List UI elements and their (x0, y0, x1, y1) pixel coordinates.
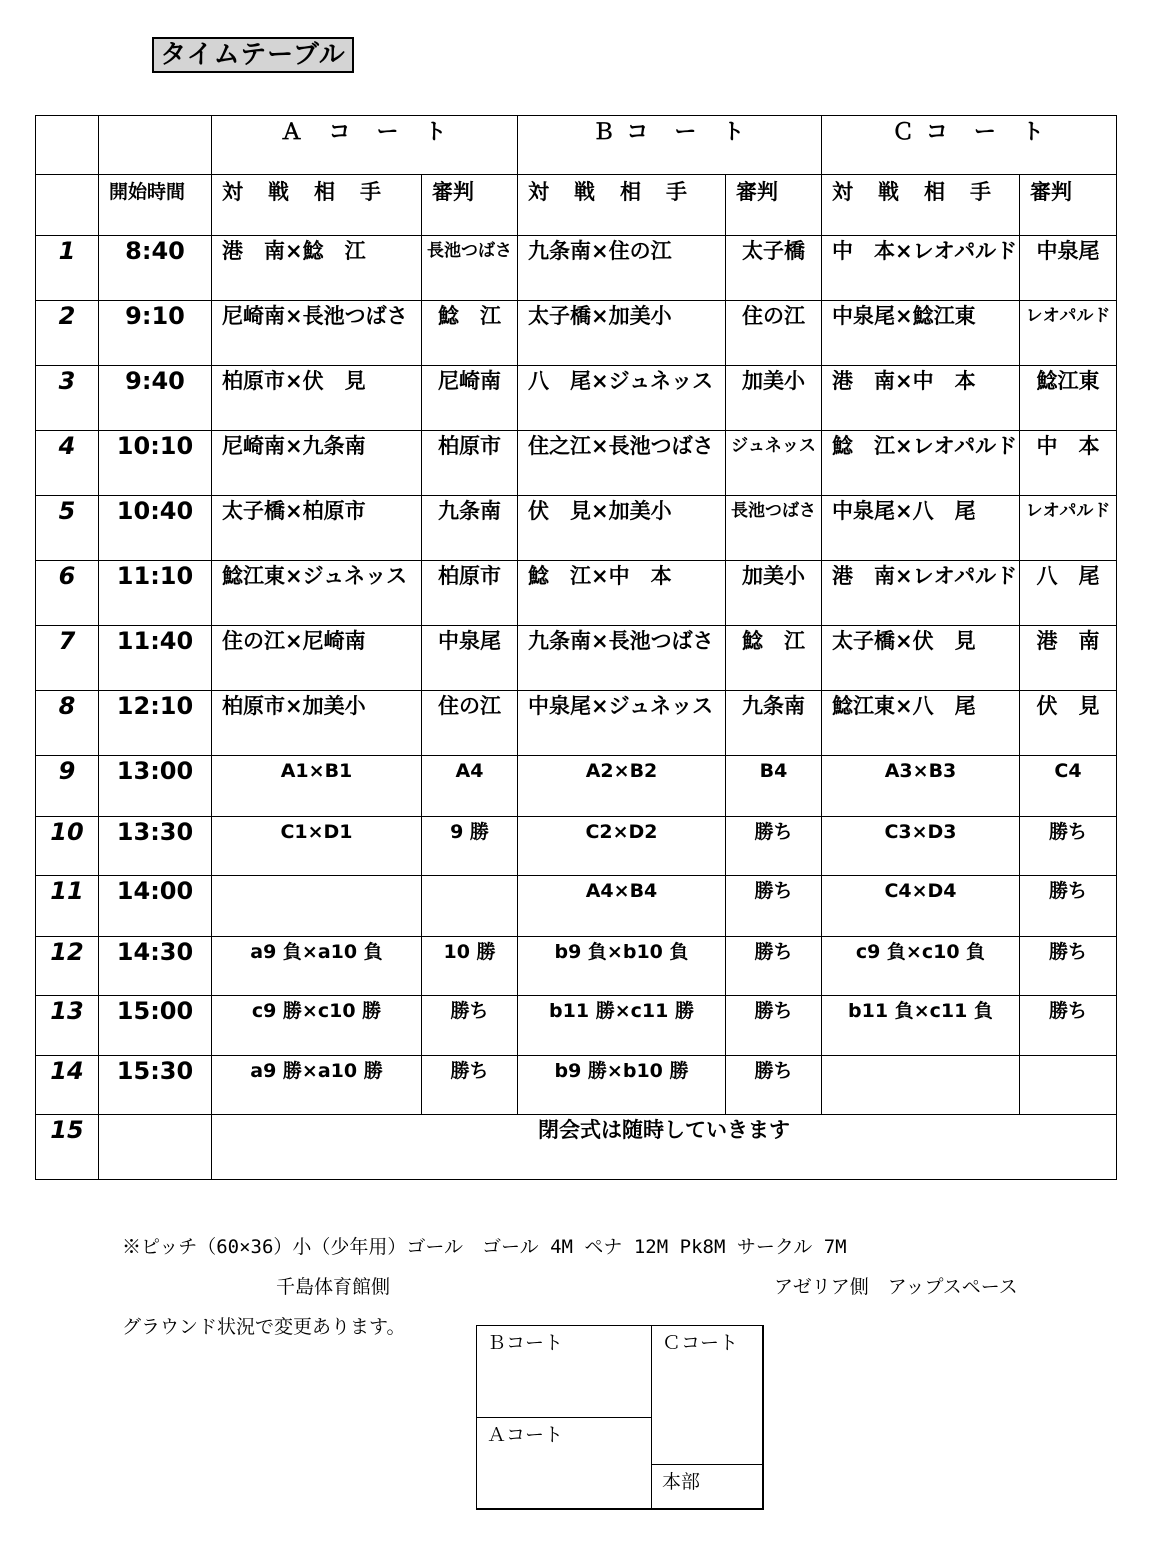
match-court-c: A3×B3 (822, 756, 1020, 817)
referee-court-c: 勝ち (1020, 876, 1117, 937)
start-time: 13:30 (99, 817, 212, 876)
start-time: 13:00 (99, 756, 212, 817)
start-time: 11:40 (99, 626, 212, 691)
match-court-c: 港 南×中 本 (822, 366, 1020, 431)
match-court-b: b9 負×b10 負 (518, 937, 726, 996)
referee-court-c: 八 尾 (1020, 561, 1117, 626)
referee-court-a: 柏原市 (422, 431, 518, 496)
referee-court-a (422, 876, 518, 937)
page-title: タイムテーブル (152, 37, 354, 73)
table-row (36, 876, 1117, 937)
match-court-c: 中 本×レオパルド (822, 236, 1020, 301)
start-time: 15:00 (99, 996, 212, 1056)
table-row (36, 691, 1117, 756)
map-a-court-label: Ａコート (487, 1424, 564, 1446)
referee-court-c: 勝ち (1020, 817, 1117, 876)
table-row (36, 561, 1117, 626)
referee-header-c: 審判 (1020, 175, 1117, 236)
table-row (36, 937, 1117, 996)
match-court-b: 鯰 江×中 本 (518, 561, 726, 626)
start-time: 9:10 (99, 301, 212, 366)
referee-court-c: レオパルド (1020, 496, 1117, 561)
referee-court-b: 住の江 (726, 301, 822, 366)
opponents-header-a: 対 戦 相 手 (212, 175, 422, 236)
match-court-b: 九条南×住の江 (518, 236, 726, 301)
match-court-b: b11 勝×c11 勝 (518, 996, 726, 1056)
start-time: 14:30 (99, 937, 212, 996)
start-time: 8:40 (99, 236, 212, 301)
referee-court-a: 9 勝 (422, 817, 518, 876)
row-number: 8 (36, 691, 99, 756)
opponents-header-b: 対 戦 相 手 (518, 175, 726, 236)
table-row (36, 626, 1117, 691)
referee-court-a: 勝ち (422, 996, 518, 1056)
match-court-c: C4×D4 (822, 876, 1020, 937)
referee-court-b: 勝ち (726, 937, 822, 996)
row-number: 5 (36, 496, 99, 561)
court-map (476, 1325, 763, 1509)
referee-court-c: C4 (1020, 756, 1117, 817)
match-court-a: 港 南×鯰 江 (212, 236, 422, 301)
table-row (36, 366, 1117, 431)
referee-court-a: 長池つばさ (422, 236, 518, 301)
table-row (36, 301, 1117, 366)
match-court-a: 柏原市×伏 見 (212, 366, 422, 431)
row-number: 14 (36, 1056, 99, 1115)
referee-court-b: 加美小 (726, 561, 822, 626)
match-court-a: C1×D1 (212, 817, 422, 876)
row-number: 13 (36, 996, 99, 1056)
row-number: 4 (36, 431, 99, 496)
table-row (36, 236, 1117, 301)
referee-court-a: 10 勝 (422, 937, 518, 996)
closing-ceremony-note: 閉会式は随時していきます (212, 1115, 1117, 1180)
referee-court-c: 鯰江東 (1020, 366, 1117, 431)
referee-header-b: 審判 (726, 175, 822, 236)
match-court-a: 太子橋×柏原市 (212, 496, 422, 561)
referee-court-a: A4 (422, 756, 518, 817)
match-court-a: 鯰江東×ジュネッス (212, 561, 422, 626)
start-time: 15:30 (99, 1056, 212, 1115)
court-a-header: Ａ コ ー ト (212, 116, 518, 175)
referee-court-b: 勝ち (726, 996, 822, 1056)
match-court-a: a9 勝×a10 勝 (212, 1056, 422, 1115)
match-court-c: b11 負×c11 負 (822, 996, 1020, 1056)
court-c-header: Ｃ コ ー ト (822, 116, 1117, 175)
row-number: 1 (36, 236, 99, 301)
row-number: 15 (36, 1115, 99, 1180)
table-row (36, 431, 1117, 496)
sub-header-row (36, 175, 1117, 236)
match-court-c (822, 1056, 1020, 1115)
map-a-court (476, 1417, 652, 1510)
referee-court-c: 港 南 (1020, 626, 1117, 691)
start-time: 12:10 (99, 691, 212, 756)
match-court-b: A4×B4 (518, 876, 726, 937)
map-hq-label: 本部 (662, 1471, 701, 1493)
match-court-a (212, 876, 422, 937)
match-court-c: c9 負×c10 負 (822, 937, 1020, 996)
referee-court-b: 太子橋 (726, 236, 822, 301)
start-time: 10:40 (99, 496, 212, 561)
referee-header-a: 審判 (422, 175, 518, 236)
table-row (36, 496, 1117, 561)
match-court-c: 中泉尾×八 尾 (822, 496, 1020, 561)
referee-court-a: 勝ち (422, 1056, 518, 1115)
left-side-label: 千島体育館側 (276, 1276, 391, 1298)
referee-court-b: 加美小 (726, 366, 822, 431)
change-note: グラウンド状況で変更あります。 (122, 1316, 406, 1338)
match-court-a: 尼崎南×長池つばさ (212, 301, 422, 366)
match-court-a: a9 負×a10 負 (212, 937, 422, 996)
referee-court-c: 中 本 (1020, 431, 1117, 496)
referee-court-c: レオパルド (1020, 301, 1117, 366)
row-number: 10 (36, 817, 99, 876)
referee-court-b: 勝ち (726, 1056, 822, 1115)
match-court-b: C2×D2 (518, 817, 726, 876)
match-court-a: 住の江×尼崎南 (212, 626, 422, 691)
row-number: 11 (36, 876, 99, 937)
pitch-note: ※ピッチ（60×36）小（少年用）ゴール ゴール 4M ペナ 12M Pk8M サークル 7M (122, 1236, 847, 1258)
table-row (36, 1115, 1117, 1180)
map-b-court (476, 1325, 652, 1418)
opponents-header-c: 対 戦 相 手 (822, 175, 1020, 236)
referee-court-b: 九条南 (726, 691, 822, 756)
referee-court-c: 勝ち (1020, 937, 1117, 996)
referee-court-b: 勝ち (726, 817, 822, 876)
match-court-a: c9 勝×c10 勝 (212, 996, 422, 1056)
match-court-c: 鯰江東×八 尾 (822, 691, 1020, 756)
table-row (36, 817, 1117, 876)
start-time: 10:10 (99, 431, 212, 496)
start-time: 9:40 (99, 366, 212, 431)
row-number: 3 (36, 366, 99, 431)
referee-court-b: 鯰 江 (726, 626, 822, 691)
court-b-header: Ｂ コ ー ト (518, 116, 822, 175)
court-header-row (36, 116, 1117, 175)
referee-court-a: 尼崎南 (422, 366, 518, 431)
match-court-a: A1×B1 (212, 756, 422, 817)
referee-court-b: ジュネッス (726, 431, 822, 496)
map-c-court-label: Ｃコート (662, 1332, 739, 1354)
referee-court-b: 勝ち (726, 876, 822, 937)
referee-court-a: 鯰 江 (422, 301, 518, 366)
referee-court-b: B4 (726, 756, 822, 817)
match-court-b: A2×B2 (518, 756, 726, 817)
referee-court-c: 勝ち (1020, 996, 1117, 1056)
row-number: 12 (36, 937, 99, 996)
match-court-c: 中泉尾×鯰江東 (822, 301, 1020, 366)
match-court-b: 九条南×長池つばさ (518, 626, 726, 691)
row-number: 2 (36, 301, 99, 366)
referee-court-c (1020, 1056, 1117, 1115)
match-court-c: 太子橋×伏 見 (822, 626, 1020, 691)
start-time-header: 開始時間 (99, 175, 212, 236)
match-court-b: b9 勝×b10 勝 (518, 1056, 726, 1115)
match-court-a: 尼崎南×九条南 (212, 431, 422, 496)
table-row (36, 1056, 1117, 1115)
row-number: 9 (36, 756, 99, 817)
referee-court-c: 中泉尾 (1020, 236, 1117, 301)
timetable (35, 115, 1117, 1180)
match-court-a: 柏原市×加美小 (212, 691, 422, 756)
map-b-court-label: Ｂコート (487, 1332, 564, 1354)
match-court-b: 伏 見×加美小 (518, 496, 726, 561)
referee-court-c: 伏 見 (1020, 691, 1117, 756)
right-side-label: アゼリア側 アップスペース (774, 1276, 1018, 1298)
map-c-court (651, 1325, 764, 1465)
table-row (36, 756, 1117, 817)
match-court-b: 中泉尾×ジュネッス (518, 691, 726, 756)
match-court-b: 八 尾×ジュネッス (518, 366, 726, 431)
referee-court-b: 長池つばさ (726, 496, 822, 561)
referee-court-a: 住の江 (422, 691, 518, 756)
row-number: 7 (36, 626, 99, 691)
referee-court-a: 九条南 (422, 496, 518, 561)
start-time: 11:10 (99, 561, 212, 626)
match-court-b: 住之江×長池つばさ (518, 431, 726, 496)
referee-court-a: 柏原市 (422, 561, 518, 626)
match-court-b: 太子橋×加美小 (518, 301, 726, 366)
table-row (36, 996, 1117, 1056)
match-court-c: 港 南×レオパルド (822, 561, 1020, 626)
start-time: 14:00 (99, 876, 212, 937)
row-number: 6 (36, 561, 99, 626)
referee-court-a: 中泉尾 (422, 626, 518, 691)
match-court-c: C3×D3 (822, 817, 1020, 876)
map-hq (651, 1464, 764, 1510)
match-court-c: 鯰 江×レオパルド (822, 431, 1020, 496)
